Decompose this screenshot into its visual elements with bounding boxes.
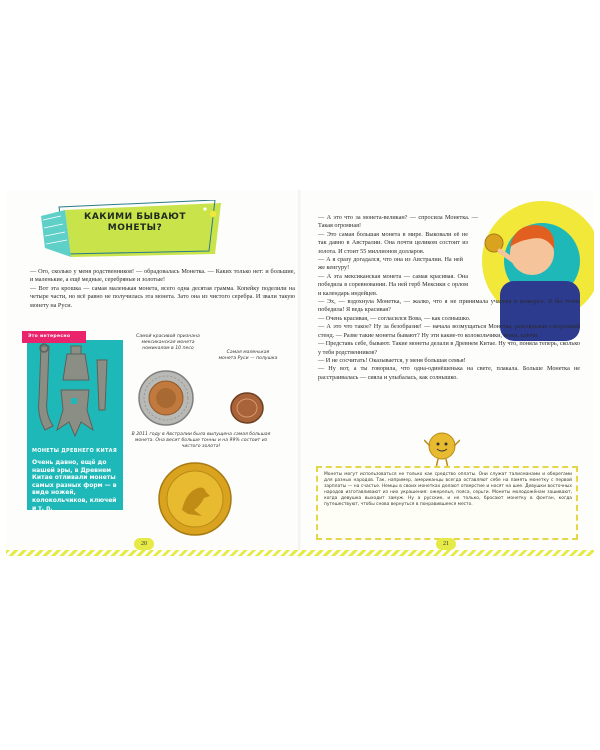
mexico-coin-image — [138, 370, 194, 426]
right-paragraph: — Очень красивая, — согласился Вова, — как солнышко. — [318, 314, 471, 322]
page-number-right: 21 — [436, 538, 456, 550]
right-paragraph: — И не сосчитать! Оказывается, у меня большая семья! — [318, 356, 466, 364]
page-number-left: 20 — [134, 538, 154, 550]
chinese-coins-image — [27, 340, 123, 450]
australia-coin-image — [158, 462, 232, 536]
book-gutter — [298, 190, 302, 558]
right-paragraph: — Это самая большая монета в мире. Выковали её не так давно в Австралии. Она почти целиком состоит из золота. И стоит 55 миллионов долларов. — [318, 230, 468, 255]
right-paragraph: — А эта мексиканская монета — самая красивая. Она победила в соревновании. На ней герб Мексики с орлом и календарь индейцев. — [318, 272, 468, 297]
mexico-coin-caption: Самой красивой признана мексиканская монета номиналом в 10 песо — [136, 334, 200, 351]
right-paragraph: — А это что за монета-великан? — спросила Монетка. — Такая огромная! — [318, 214, 478, 230]
bottom-decorative-stripe — [6, 550, 594, 556]
right-paragraph: — Ну вот, а ты говорила, что одна-одинёшенька на свете, плакала. Больше Монетка не расстраивалась — сияла и улыбалась, как солнышко. — [318, 365, 580, 381]
left-intro-text — [30, 268, 295, 310]
right-paragraph: — А это что такое? Ну за безобразие! — начала возмущаться Монетка, разглядывая следующий стенд. — Разве такие монеты бывают? Ну эти какие-то колокольчики, ножи, ключи. — [318, 323, 580, 339]
coin-character-illustration — [424, 430, 460, 470]
left-paragraph: — Ого, сколько у меня родственников! — обрадовалась Монетка. — Каких только нет: и большие, и маленькие, а ещё медные, серебряные и золотые! — [30, 268, 295, 284]
australia-coin-caption: В 2011 году в Австралии была выпущена самая большая монета. Она весит больше тонны и на 99% состоит из чистого золота! — [131, 432, 271, 449]
interest-title: МОНЕТЫ ДРЕВНЕГО КИТАЯ — [32, 448, 117, 454]
page-heading: КАКИМИ БЫВАЮТ МОНЕТЫ? — [83, 212, 187, 233]
rus-coin-caption: Самая маленькая монета Руси — полушка — [218, 350, 278, 361]
rus-coin-image — [229, 390, 265, 426]
interest-body: Очень давно, ещё до нашей эры, в Древнем Китае отливали монеты самых разных форм — в виде ножей, колокольчиков, ключей и т. п. — [32, 459, 117, 512]
right-paragraph: — А я сразу догадался, что она из Австралии. На ней же кенгуру! — [318, 256, 463, 272]
left-paragraph: — Вот эта крошка — самая маленькая монета, всего одна десятая грамма. Копейку поделили на четыре части, но всё равно не получилась эта монета. Зато она из чистого серебра. И звали такую монету на Руси. — [30, 284, 295, 309]
interest-tag: Это интересно — [22, 331, 86, 343]
right-paragraph: — Представь себе, бывают. Такие монеты делали в Древнем Китае. Ну что, поняла теперь, сколько у тебя родственников? — [318, 340, 580, 356]
right-story-text — [318, 214, 580, 382]
fact-note-text: Монеты могут использоваться не только как средство оплаты. Они служат талисманами и оберегами для разных народов. Так, например, американцы всегда оставляют себе на память монетку с первой зарплаты — на счастье. Немцы в своих монетках делают отверстие и носят на шее. Девушки восточных народов изготавливают из них украшения: ожерелья, пояса, серьги. Монеты молодожёнам зашивают, когда девушка выходит замуж. Ну а русские, и не только, бросают монетку в фонтан, когда путешествуют, чтобы снова вернуться в понравившееся место. — [324, 472, 572, 508]
right-paragraph: — Эх, — вздохнула Монетка, — жалко, что я не принимала участия в конкурсе. Я бы точно победила! Я ведь красивая? — [318, 298, 580, 314]
